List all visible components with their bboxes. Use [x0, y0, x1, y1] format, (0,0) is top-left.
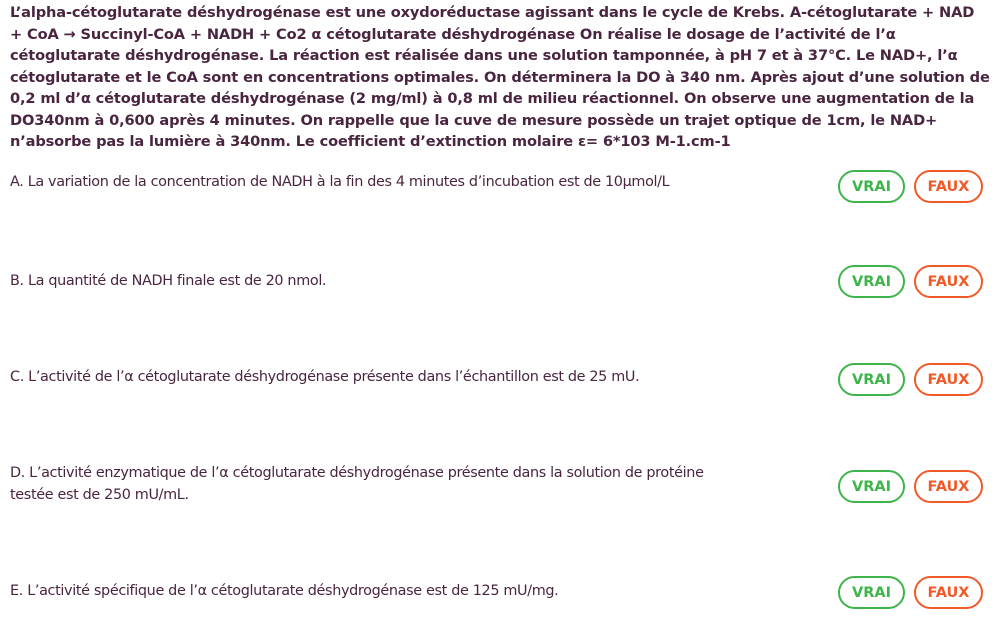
statement-line: + CoA → Succinyl-CoA + NADH + Co2 α cétoglutarate déshydrogénase On réalise le dosage de l’activité de l’α [10, 25, 896, 43]
true-button[interactable]: VRAI [838, 470, 905, 503]
answer-buttons [838, 363, 983, 396]
question-text [10, 463, 820, 506]
false-button[interactable]: FAUX [914, 470, 983, 503]
true-button[interactable]: VRAI [838, 363, 905, 396]
false-button[interactable]: FAUX [914, 265, 983, 298]
question-statement [10, 2, 995, 153]
statement-line: DO340nm à 0,600 après 4 minutes. On rappelle que la cuve de mesure possède un trajet optique de 1cm, le NAD+ [10, 111, 938, 129]
question-text-line: A. La variation de la concentration de NADH à la fin des 4 minutes d’incubation est de 10µmol/L [10, 174, 670, 190]
statement-line: L’alpha-cétoglutarate déshydrogénase est une oxydoréductase agissant dans le cycle de Krebs. A-cétoglutarate + NAD [10, 4, 975, 21]
question-text [10, 172, 820, 194]
question-text [10, 581, 820, 603]
true-button[interactable]: VRAI [838, 576, 905, 609]
statement-line: cétoglutarate et le CoA sont en concentrations optimales. On déterminera la DO à 340 nm. Après ajout d’une solution de [10, 68, 990, 86]
answer-buttons [838, 470, 983, 503]
question-text-line: B. La quantité de NADH finale est de 20 nmol. [10, 273, 327, 289]
question-text-line: C. L’activité de l’α cétoglutarate déshydrogénase présente dans l’échantillon est de 25 mU. [10, 369, 640, 385]
question-text-line: testée est de 250 mU/mL. [10, 486, 189, 503]
true-button[interactable]: VRAI [838, 170, 905, 203]
false-button[interactable]: FAUX [914, 170, 983, 203]
answer-buttons [838, 576, 983, 609]
statement-line: 0,2 ml d’α cétoglutarate déshydrogénase (2 mg/ml) à 0,8 ml de milieu réactionnel. On observe une augmentation de la [10, 90, 975, 107]
false-button[interactable]: FAUX [914, 363, 983, 396]
answer-buttons [838, 170, 983, 203]
answer-buttons [838, 265, 983, 298]
question-text [10, 367, 820, 389]
question-text [10, 271, 820, 293]
statement-line: n’absorbe pas la lumière à 340nm. Le coefficient d’extinction molaire ε= 6*103 M-1.cm-1 [10, 133, 731, 150]
statement-line: cétoglutarate déshydrogénase. La réaction est réalisée dans une solution tamponnée, à pH 7 et à 37°C. Le NAD+, l’α [10, 47, 958, 64]
true-button[interactable]: VRAI [838, 265, 905, 298]
question-text-line: D. L’activité enzymatique de l’α cétoglutarate déshydrogénase présente dans la solution de protéine [10, 465, 704, 481]
false-button[interactable]: FAUX [914, 576, 983, 609]
question-text-line: E. L’activité spécifique de l’α cétoglutarate déshydrogénase est de 125 mU/mg. [10, 583, 559, 599]
